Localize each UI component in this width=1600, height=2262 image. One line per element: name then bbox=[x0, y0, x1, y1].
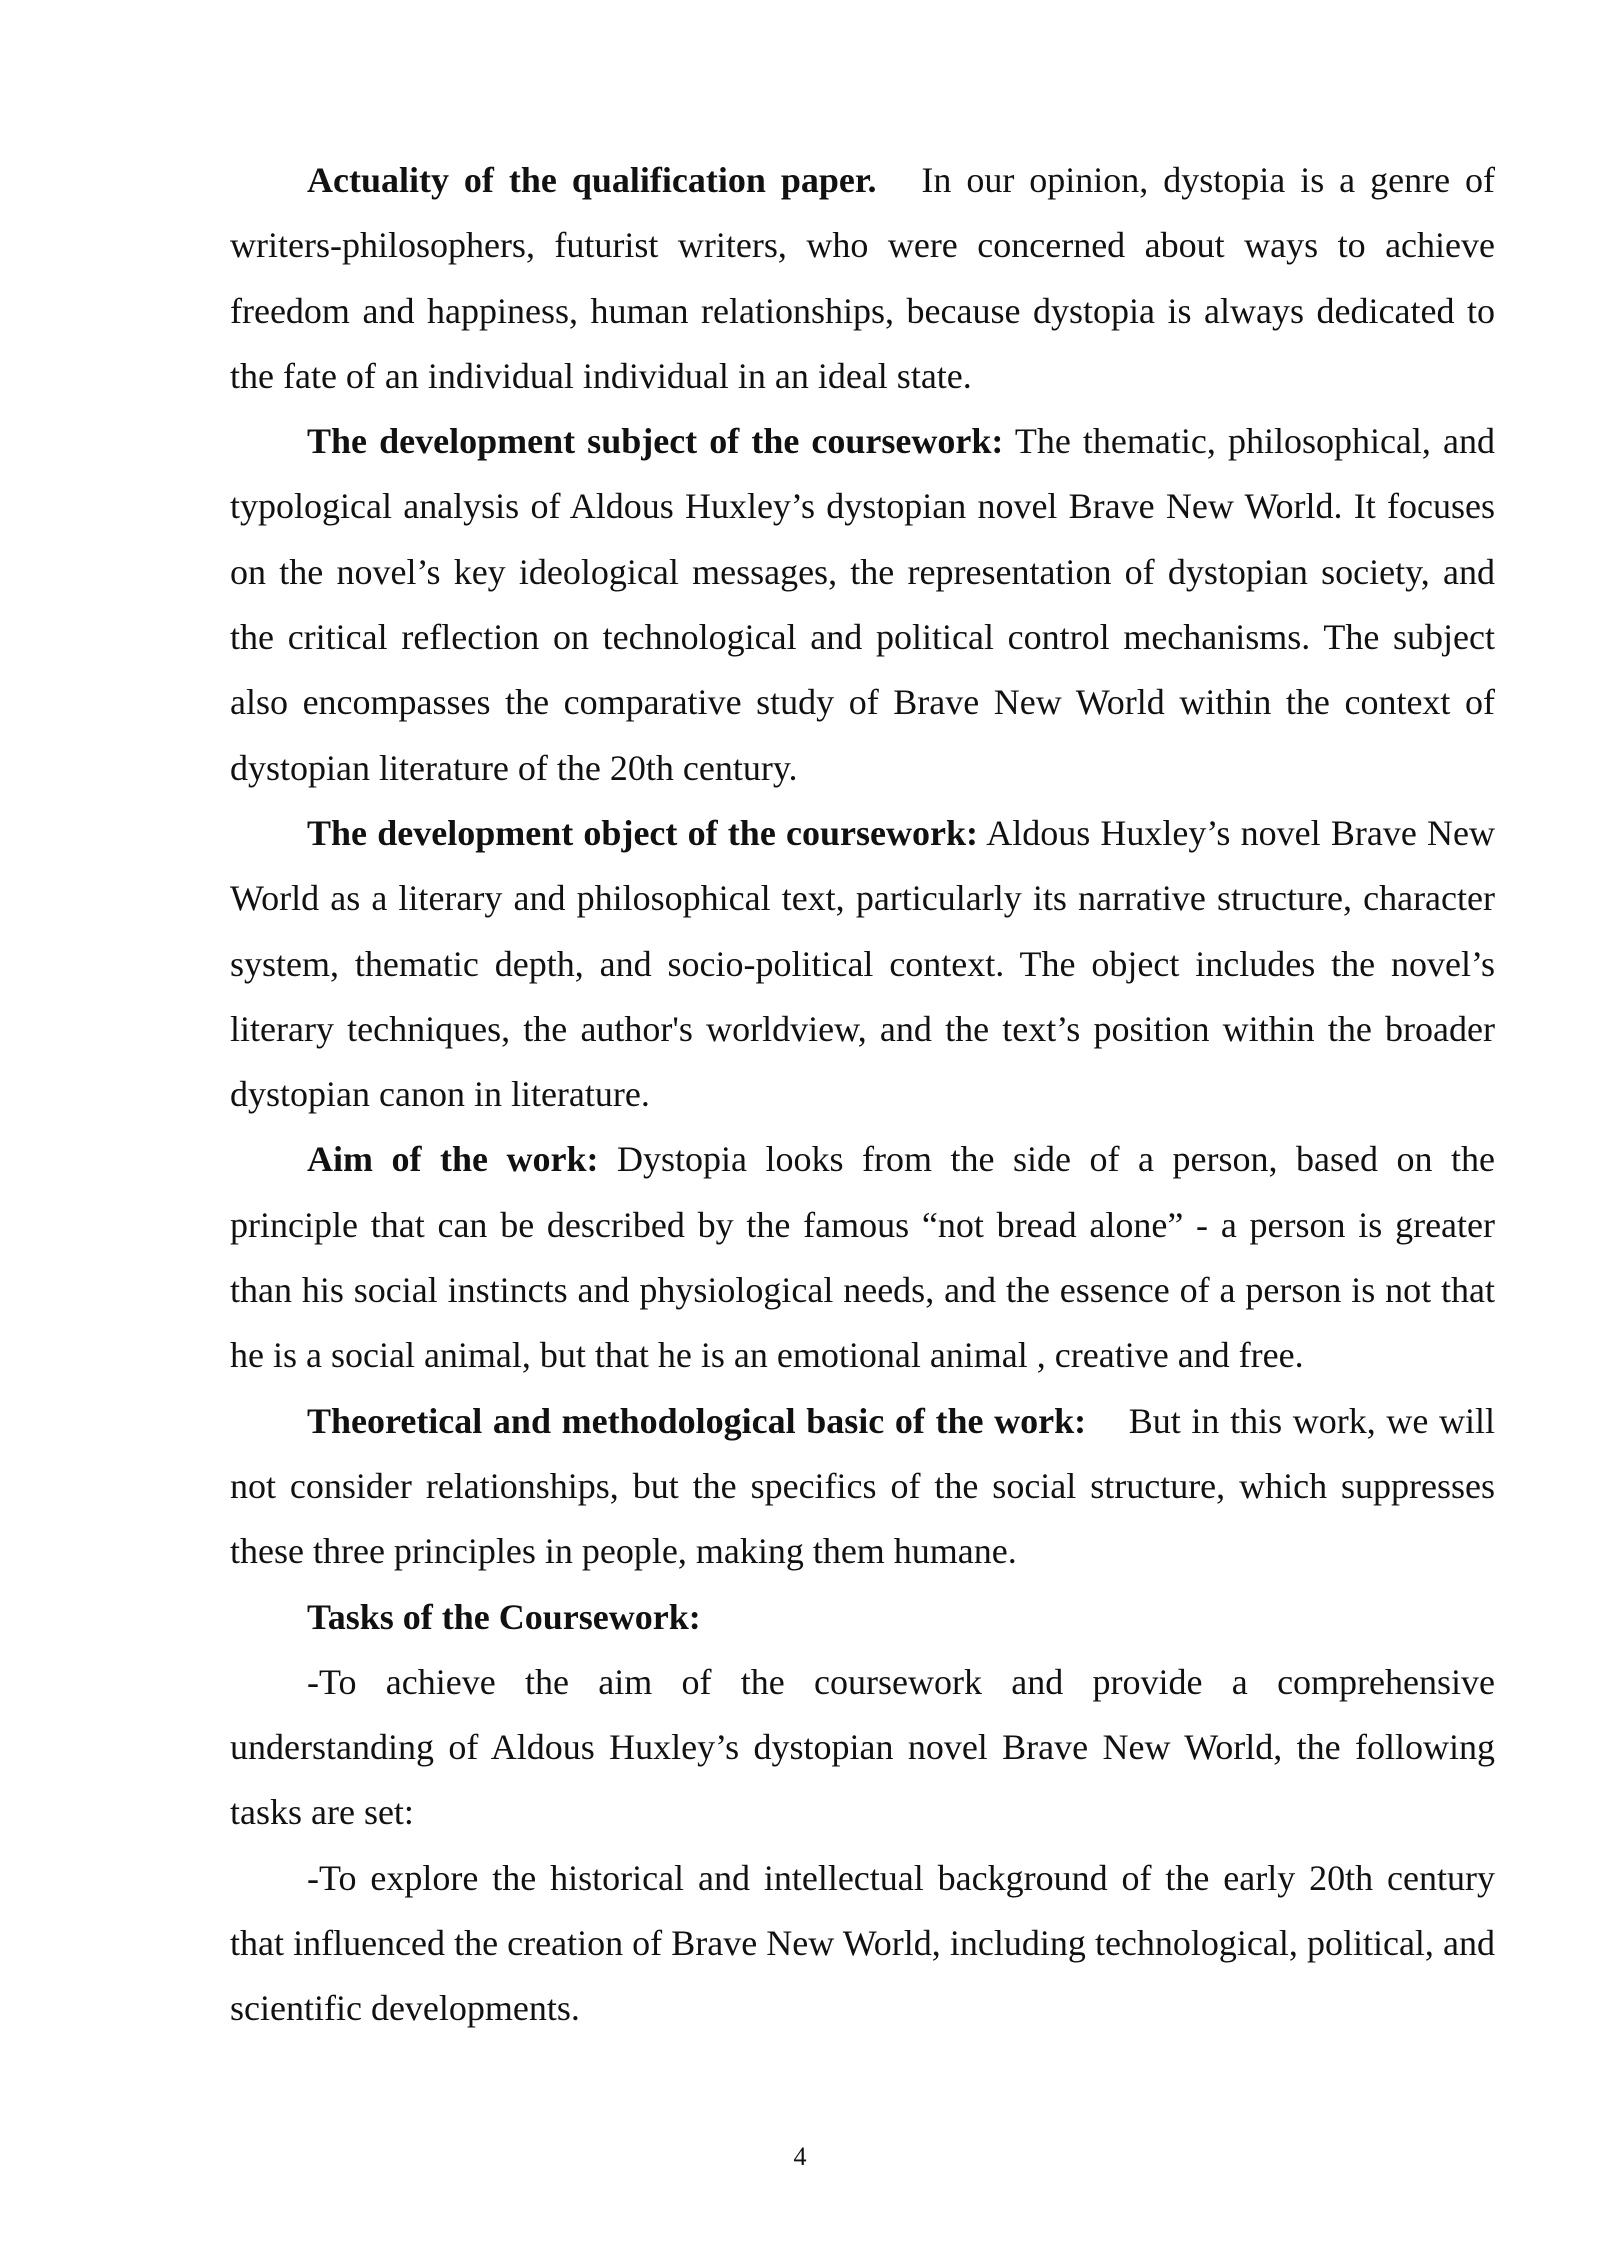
heading-development-object: The development object of the coursework: bbox=[307, 812, 978, 853]
paragraph-development-object bbox=[230, 801, 1495, 1127]
text-aim: Dystopia looks from the side of a person, based on the principle that can be described by the famous “not bread alone” - a person is greater than his social instincts and physiological needs, and the essence of a person is not that he is a social animal, but that he is an emotional animal , creative and free. bbox=[230, 1139, 1496, 1376]
heading-development-subject: The development subject of the coursework: bbox=[307, 421, 1004, 462]
text-development-object: Aldous Huxley’s novel Brave New World as a literary and philosophical text, particularly its narrative structure, character system, thematic depth, and socio-political context. The object includes the novel’s literary techniques, the author's worldview, and the text’s position within the broader dystopian canon in literature. bbox=[230, 812, 1495, 1115]
heading-theoretical-basic: Theoretical and methodological basic of the work: bbox=[307, 1400, 1087, 1441]
text-task-2: -To explore the historical and intellectual background of the early 20th century that influenced the creation of Brave New World, including technological, political, and scientific developments. bbox=[230, 1857, 1495, 2029]
text-task-1: -To achieve the aim of the coursework and provide a comprehensive understanding of Aldous Huxley’s dystopian novel Brave New World, the following tasks are set: bbox=[230, 1661, 1495, 1833]
paragraph-aim bbox=[230, 1127, 1495, 1388]
document-page bbox=[230, 148, 1495, 2042]
text-theoretical-basic: But in this work, we will not consider relationships, but the specifics of the social structure, which suppresses these three principles in people, making them humane. bbox=[230, 1400, 1495, 1572]
paragraph-tasks-heading bbox=[230, 1585, 1495, 1650]
heading-tasks: Tasks of the Coursework: bbox=[307, 1596, 701, 1637]
paragraph-theoretical-basic bbox=[230, 1389, 1495, 1585]
paragraph-actuality bbox=[230, 148, 1495, 409]
text-actuality: In our opinion, dystopia is a genre of writers-philosophers, futurist writers, who were concerned about ways to achieve freedom and happiness, human relationships, because dystopia is always dedicated to the fate of an individual individual in an ideal state. bbox=[230, 160, 1495, 396]
heading-aim: Aim of the work: bbox=[307, 1139, 599, 1180]
text-development-subject: The thematic, philosophical, and typological analysis of Aldous Huxley’s dystopian novel Brave New World. It focuses on the novel’s key ideological messages, the representation of dystopian society, and the critical reflection on technological and political control mechanisms. The subject also encompasses the comparative study of Brave New World within the context of dystopian literature of the 20th century. bbox=[230, 421, 1495, 788]
paragraph-development-subject bbox=[230, 409, 1495, 801]
paragraph-task-1 bbox=[230, 1650, 1495, 1846]
heading-actuality: Actuality of the qualification paper. bbox=[307, 160, 877, 200]
paragraph-task-2 bbox=[230, 1846, 1495, 2042]
page-number: 4 bbox=[793, 2142, 807, 2171]
